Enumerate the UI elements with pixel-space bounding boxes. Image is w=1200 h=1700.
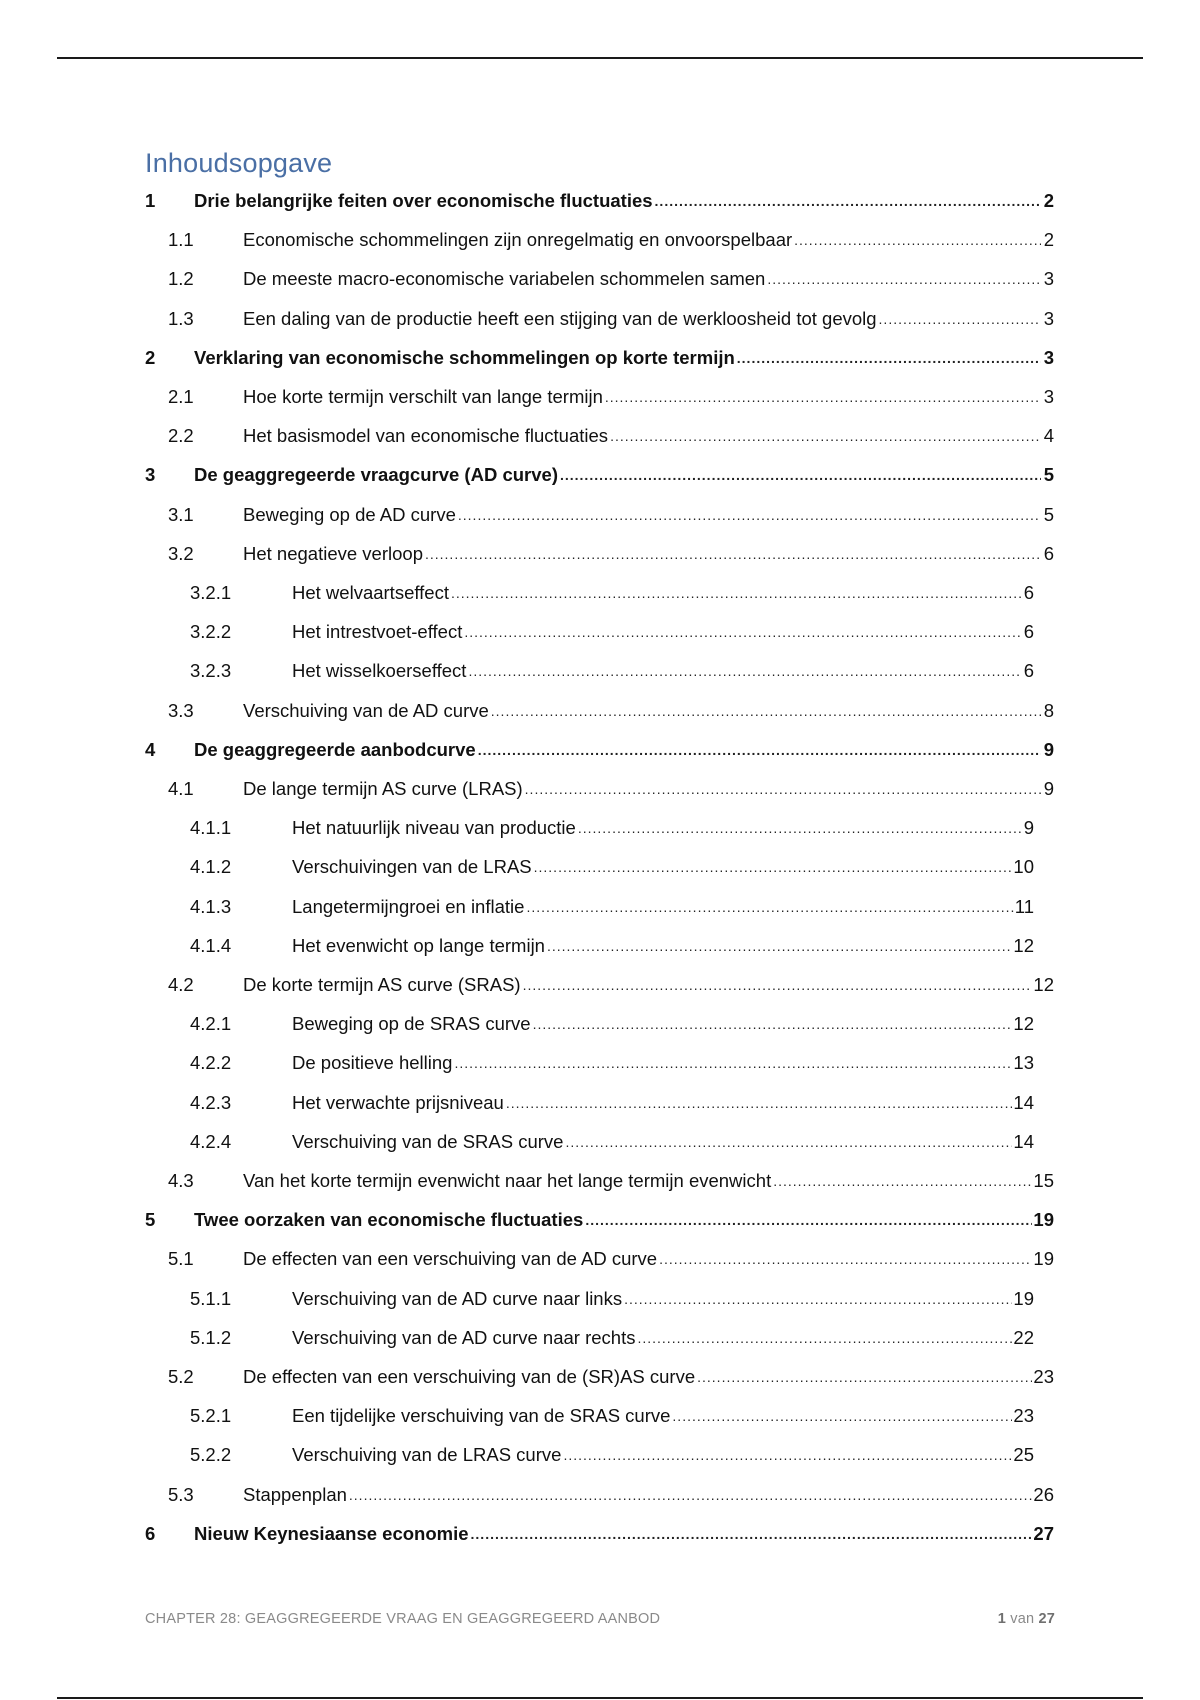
footer-page-number (998, 1611, 1055, 1627)
toc-entry-page: 3 (1043, 307, 1054, 329)
toc-entry-page: 8 (1043, 699, 1054, 721)
toc-entry-line (292, 1441, 1034, 1470)
toc-entry-line (292, 618, 1034, 647)
toc-entry-page: 12 (1013, 1013, 1034, 1035)
toc-title: Inhoudsopgave (145, 148, 333, 178)
toc-entry-line (292, 853, 1034, 882)
toc-dot-leader (737, 344, 1041, 372)
toc-entry-line (243, 697, 1054, 726)
toc-dot-leader (637, 1324, 1012, 1352)
header-rule (57, 57, 1143, 59)
toc-entry-page: 27 (1033, 1522, 1054, 1544)
toc-dot-leader (525, 775, 1041, 803)
toc-entry-label: Het natuurlijk niveau van productie (292, 817, 576, 839)
toc-entry-page: 6 (1043, 542, 1054, 564)
toc-entry-label: Het negatieve verloop (243, 542, 423, 564)
toc-entry[interactable] (0, 618, 1200, 646)
toc-entry[interactable] (0, 736, 1200, 764)
toc-entry-line (292, 814, 1034, 843)
toc-entry-page: 3 (1043, 346, 1054, 368)
toc-entry-number: 4.1.3 (190, 895, 232, 917)
toc-entry-page: 26 (1033, 1483, 1054, 1505)
toc-entry-line (243, 305, 1054, 334)
toc-entry-label: Van het korte termijn evenwicht naar het lange termijn evenwicht (243, 1170, 772, 1191)
toc-entry[interactable] (0, 853, 1200, 881)
toc-dot-leader (563, 1441, 1012, 1469)
toc-entry[interactable] (0, 1520, 1200, 1548)
toc-entry-line (243, 226, 1054, 255)
toc-entry-label: Hoe korte termijn verschilt van lange termijn (243, 386, 603, 407)
toc-entry-number: 5.2 (168, 1366, 194, 1387)
toc-entry-label: De effecten van een verschuiving van de (SR)AS curve (243, 1366, 696, 1387)
toc-entry-number: 5.1.1 (190, 1287, 232, 1309)
toc-entry-number: 1.1 (168, 229, 194, 251)
toc-entry-line (292, 1089, 1034, 1118)
toc-entry-page: 13 (1013, 1052, 1034, 1074)
toc-entry-page: 4 (1043, 425, 1054, 447)
toc-entry-number: 2.2 (168, 425, 194, 447)
toc-entry-page: 9 (1043, 778, 1054, 799)
toc-entry[interactable] (0, 579, 1200, 607)
toc-entry-label: Het basismodel van economische fluctuaties (243, 425, 609, 447)
toc-dot-leader (526, 893, 1013, 921)
toc-entry-number: 5.1 (168, 1248, 194, 1270)
toc-dot-leader (523, 971, 1033, 999)
toc-entry-line (243, 1167, 1054, 1196)
toc-entry-label: De korte termijn AS curve (SRAS) (243, 974, 521, 995)
toc-entry-line (243, 422, 1054, 451)
toc-dot-leader (547, 932, 1012, 960)
toc-entry-line (243, 1481, 1054, 1510)
toc-entry[interactable] (0, 697, 1200, 725)
toc-entry[interactable] (0, 657, 1200, 685)
toc-entry-line (243, 1363, 1054, 1392)
toc-entry-line (292, 657, 1034, 686)
footer-page-of: van (1010, 1611, 1035, 1627)
toc-entry[interactable] (0, 1206, 1200, 1234)
toc-entry-number: 1.2 (168, 268, 194, 290)
toc-entry-number: 2.1 (168, 386, 194, 407)
toc-entry-label: Het welvaartseffect (292, 582, 449, 603)
toc-dot-leader (767, 265, 1041, 293)
toc-entry-label: Stappenplan (243, 1483, 347, 1505)
bottom-rule (57, 1697, 1143, 1699)
toc-entry[interactable] (0, 305, 1200, 333)
toc-entry[interactable] (0, 540, 1200, 568)
toc-entry[interactable] (0, 1324, 1200, 1352)
toc-entry-number: 3.2.1 (190, 582, 232, 603)
toc-entry-line (292, 1010, 1034, 1039)
toc-entry[interactable] (0, 971, 1200, 999)
footer-chapter-title: CHAPTER 28: GEAGGREGEERDE VRAAG EN GEAGGREGEERD AANBOD (145, 1611, 661, 1627)
toc-entry-label: Beweging op de AD curve (243, 503, 456, 525)
toc-entry-page: 3 (1043, 268, 1054, 290)
toc-entry-number: 5.2.2 (190, 1444, 232, 1466)
toc-entry-label: De meeste macro-economische variabelen schommelen samen (243, 268, 766, 290)
toc-entry[interactable] (0, 1128, 1200, 1156)
toc-entry-line (243, 775, 1054, 804)
toc-entry-page: 2 (1043, 229, 1054, 251)
toc-entry[interactable] (0, 814, 1200, 842)
toc-entry-label: De geaggregeerde aanbodcurve (194, 738, 476, 760)
toc-dot-leader (697, 1363, 1032, 1391)
toc-dot-leader (565, 1128, 1012, 1156)
toc-entry-page: 12 (1013, 934, 1034, 956)
toc-entry-number: 4.2.2 (190, 1052, 232, 1074)
toc-entry-number: 5.3 (168, 1483, 194, 1505)
toc-dot-leader (464, 618, 1021, 646)
toc-entry-label: Verschuivingen van de LRAS (292, 856, 532, 878)
toc-entry-line (292, 1285, 1034, 1314)
toc-entry[interactable] (0, 1049, 1200, 1077)
toc-dot-leader (624, 1285, 1012, 1313)
toc-entry[interactable] (0, 383, 1200, 411)
toc-entry-label: Een daling van de productie heeft een stijging van de werkloosheid tot gevolg (243, 307, 877, 329)
toc-entry-page: 19 (1033, 1209, 1054, 1231)
toc-entry-label: Beweging op de SRAS curve (292, 1013, 531, 1035)
toc-entry-number: 1 (145, 190, 156, 211)
toc-entry-label: De positieve helling (292, 1052, 453, 1074)
toc-entry-line (292, 1049, 1034, 1078)
toc-entry-number: 5.2.1 (190, 1405, 232, 1427)
toc-entry[interactable] (0, 344, 1200, 372)
toc-entry-page: 22 (1013, 1326, 1034, 1348)
toc-dot-leader (454, 1049, 1012, 1077)
toc-entry-label: Verschuiving van de AD curve (243, 699, 489, 721)
toc-entry-label: Verschuiving van de LRAS curve (292, 1444, 562, 1466)
toc-entry-number: 5 (145, 1209, 156, 1231)
toc-entry-line (292, 893, 1034, 922)
toc-entry[interactable] (0, 187, 1200, 215)
toc-entry-page: 6 (1023, 660, 1034, 682)
toc-dot-leader (471, 1520, 1033, 1548)
toc-entry-line (243, 971, 1054, 1000)
toc-dot-leader (560, 461, 1041, 489)
toc-entry-label: De effecten van een verschuiving van de AD curve (243, 1248, 658, 1270)
toc-entry-label: Het intrestvoet-effect (292, 621, 463, 643)
toc-entry-page: 19 (1033, 1248, 1054, 1270)
toc-entry[interactable] (0, 893, 1200, 921)
toc-entry-number: 3.3 (168, 699, 194, 721)
toc-dot-leader (610, 422, 1041, 450)
toc-entry[interactable] (0, 932, 1200, 960)
toc-entry-line (292, 1324, 1034, 1353)
toc-dot-leader (425, 540, 1041, 568)
toc-entry-page: 9 (1023, 817, 1034, 839)
toc-entry-line (243, 501, 1054, 530)
toc-entry[interactable] (0, 501, 1200, 529)
toc-entry-label: Verschuiving van de SRAS curve (292, 1130, 564, 1152)
toc-entry-number: 3.2.3 (190, 660, 232, 682)
toc-entry-label: Het wisselkoerseffect (292, 660, 467, 682)
toc-entry-page: 11 (1014, 895, 1034, 917)
footer-page-total: 27 (1038, 1611, 1055, 1627)
toc-entry[interactable] (0, 1481, 1200, 1509)
toc-dot-leader (578, 814, 1021, 842)
toc-entry-page: 23 (1013, 1405, 1034, 1427)
toc-entry-number: 4.1.2 (190, 856, 232, 878)
toc-entry-label: Drie belangrijke feiten over economische fluctuaties (194, 190, 653, 211)
toc-entry[interactable] (0, 775, 1200, 803)
toc-entry-number: 1.3 (168, 307, 194, 329)
toc-entry-page: 23 (1033, 1366, 1054, 1387)
toc-entry-line (194, 344, 1054, 373)
toc-entry-number: 4.1 (168, 778, 194, 799)
toc-entry[interactable] (0, 1441, 1200, 1469)
toc-entry-number: 4.2.4 (190, 1130, 232, 1152)
toc-entry-line (243, 265, 1054, 294)
toc-entry-number: 3.2 (168, 542, 194, 564)
toc-entry-line (243, 1245, 1054, 1274)
toc-entry-label: Een tijdelijke verschuiving van de SRAS curve (292, 1405, 671, 1427)
toc-entry-page: 12 (1033, 974, 1054, 995)
toc-entry[interactable] (0, 422, 1200, 450)
toc-entry-number: 6 (145, 1522, 156, 1544)
toc-entry-page: 5 (1043, 503, 1054, 525)
toc-entry[interactable] (0, 265, 1200, 293)
toc-entry-line (194, 736, 1054, 765)
toc-dot-leader (451, 579, 1021, 607)
toc-entry-line (194, 1520, 1054, 1549)
toc-entry-number: 4.2 (168, 974, 194, 995)
toc-dot-leader (506, 1089, 1013, 1117)
toc-entry-page: 5 (1043, 464, 1054, 486)
toc-entry[interactable] (0, 461, 1200, 489)
toc-entry-page: 14 (1013, 1130, 1034, 1152)
toc-entry-page: 14 (1013, 1091, 1034, 1113)
toc-dot-leader (794, 226, 1041, 254)
toc-entry-page: 6 (1023, 621, 1034, 643)
toc-entry-number: 4 (145, 738, 156, 760)
toc-dot-leader (491, 697, 1041, 725)
toc-dot-leader (534, 853, 1013, 881)
toc-entry-number: 2 (145, 346, 156, 368)
toc-entry-page: 3 (1043, 386, 1054, 407)
footer-page-current: 1 (997, 1611, 1007, 1627)
toc-dot-leader (458, 501, 1041, 529)
toc-entry-number: 3.1 (168, 503, 194, 525)
toc-entry[interactable] (0, 1167, 1200, 1195)
toc-entry-label: Het evenwicht op lange termijn (292, 934, 545, 956)
toc-entry-label: Verschuiving van de AD curve naar links (292, 1287, 623, 1309)
toc-entry-page: 19 (1013, 1287, 1034, 1309)
toc-entry-line (243, 383, 1054, 412)
toc-entry-label: Verklaring van economische schommelingen op korte termijn (194, 346, 735, 368)
toc-entry-page: 6 (1023, 582, 1034, 603)
toc-dot-leader (605, 383, 1041, 411)
toc-entry-line (194, 187, 1054, 216)
toc-entry-line (194, 461, 1054, 490)
toc-entry-page: 2 (1043, 190, 1054, 211)
toc-entry[interactable] (0, 1089, 1200, 1117)
toc-dot-leader (672, 1402, 1012, 1430)
toc-entry-label: Langetermijngroei en inflatie (292, 895, 525, 917)
toc-entry-line (292, 1128, 1034, 1157)
toc-dot-leader (349, 1481, 1033, 1509)
toc-dot-leader (468, 657, 1021, 685)
toc-entry[interactable] (0, 1363, 1200, 1391)
toc-dot-leader (659, 1245, 1032, 1273)
toc-entry-page: 10 (1013, 856, 1034, 878)
toc-entry[interactable] (0, 1285, 1200, 1313)
toc-entry-number: 4.1.4 (190, 934, 232, 956)
toc-entry-number: 4.1.1 (190, 817, 232, 839)
toc-entry-number: 3.2.2 (190, 621, 232, 643)
toc-entry-label: Verschuiving van de AD curve naar rechts (292, 1326, 636, 1348)
toc-entry[interactable] (0, 1245, 1200, 1273)
toc-dot-leader (773, 1167, 1032, 1195)
toc-entry-label: Nieuw Keynesiaanse economie (194, 1522, 469, 1544)
toc-dot-leader (655, 187, 1041, 215)
toc-entry-line (243, 540, 1054, 569)
toc-entry-line (292, 579, 1034, 608)
toc-entry-label: De geaggregeerde vraagcurve (AD curve) (194, 464, 558, 486)
toc-entry-page: 25 (1013, 1444, 1034, 1466)
toc-entry-label: Het verwachte prijsniveau (292, 1091, 504, 1113)
toc-entry[interactable] (0, 226, 1200, 254)
toc-entry-number: 5.1.2 (190, 1326, 232, 1348)
toc-entry-line (194, 1206, 1054, 1235)
toc-entry[interactable] (0, 1402, 1200, 1430)
toc-entry-number: 4.2.1 (190, 1013, 232, 1035)
toc-entry-number: 4.2.3 (190, 1091, 232, 1113)
toc-entry-label: Twee oorzaken van economische fluctuaties (194, 1209, 584, 1231)
toc-entry-number: 4.3 (168, 1170, 194, 1191)
toc-entry-label: De lange termijn AS curve (LRAS) (243, 778, 523, 799)
toc-entry[interactable] (0, 1010, 1200, 1038)
toc-dot-leader (585, 1206, 1032, 1234)
toc-entry-page: 15 (1033, 1170, 1054, 1191)
toc-dot-leader (879, 305, 1041, 333)
toc-entry-label: Economische schommelingen zijn onregelmatig en onvoorspelbaar (243, 229, 793, 251)
toc-entry-line (292, 932, 1034, 961)
toc-dot-leader (478, 736, 1041, 764)
toc-entry-page: 9 (1043, 738, 1054, 760)
toc-dot-leader (533, 1010, 1013, 1038)
toc-entry-number: 3 (145, 464, 156, 486)
toc-entry-line (292, 1402, 1034, 1431)
